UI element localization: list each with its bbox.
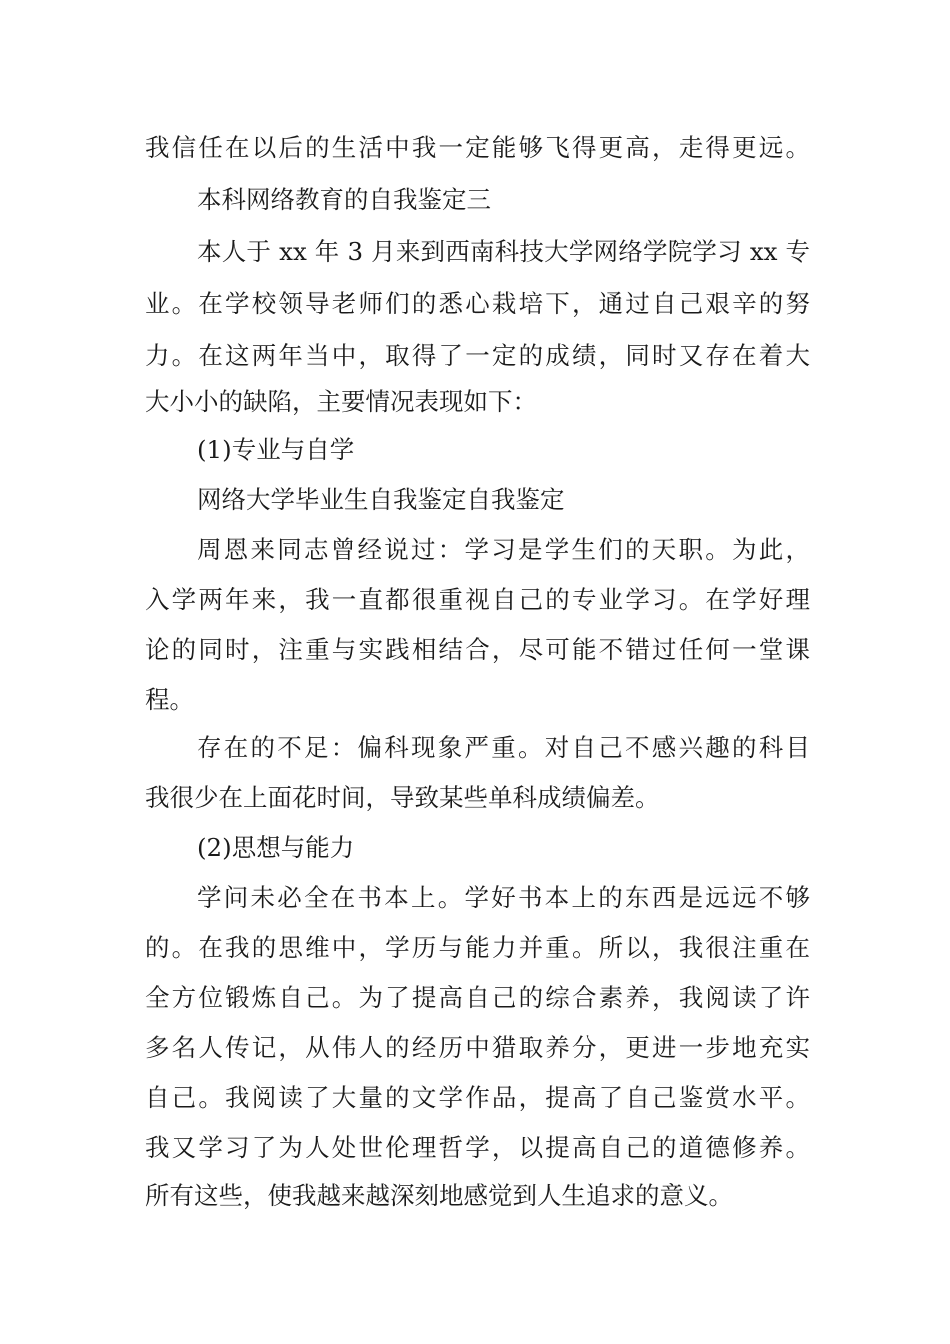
text-line: 入学两年来，我一直都很重视自己的专业学习。在学好理 (145, 585, 810, 614)
subsection-heading: (2)思想与能力 (197, 833, 355, 862)
section-heading: 本科网络教育的自我鉴定三 (197, 185, 491, 214)
section-heading: 网络大学毕业生自我鉴定自我鉴定 (197, 485, 565, 514)
text-line: 力。在这两年当中，取得了一定的成绩，同时又存在着大 (145, 341, 810, 370)
text-line: 我又学习了为人处世伦理哲学，以提高自己的道德修养。 (145, 1133, 810, 1162)
text-line: 周恩来同志曾经说过：学习是学生们的天职。为此， (197, 535, 810, 564)
text-line: 论的同时，注重与实践相结合，尽可能不错过任何一堂课 (145, 635, 810, 664)
text-line: 学问未必全在书本上。学好书本上的东西是远远不够 (197, 883, 810, 912)
text-line: 多名人传记，从伟人的经历中猎取养分，更进一步地充实 (145, 1033, 810, 1062)
text-line: 业。在学校领导老师们的悉心栽培下，通过自己艰辛的努 (145, 289, 810, 318)
text-line: 我很少在上面花时间，导致某些单科成绩偏差。 (145, 783, 660, 812)
text-line: 我信任在以后的生活中我一定能够飞得更高，走得更远。 (145, 133, 810, 162)
text-line: 的。在我的思维中，学历与能力并重。所以，我很注重在 (145, 933, 810, 962)
text-line: 自己。我阅读了大量的文学作品，提高了自己鉴赏水平。 (145, 1083, 810, 1112)
text-line: 本人于 xx 年 3 月来到西南科技大学网络学院学习 xx 专 (197, 237, 810, 266)
text-line: 程。 (145, 685, 194, 714)
text-line: 全方位锻炼自己。为了提高自己的综合素养，我阅读了许 (145, 983, 810, 1012)
text-line: 所有这些，使我越来越深刻地感觉到人生追求的意义。 (145, 1181, 733, 1210)
text-line: 存在的不足：偏科现象严重。对自己不感兴趣的科目 (197, 733, 810, 762)
subsection-heading: (1)专业与自学 (197, 435, 355, 464)
text-line: 大小小的缺陷，主要情况表现如下： (145, 387, 537, 416)
